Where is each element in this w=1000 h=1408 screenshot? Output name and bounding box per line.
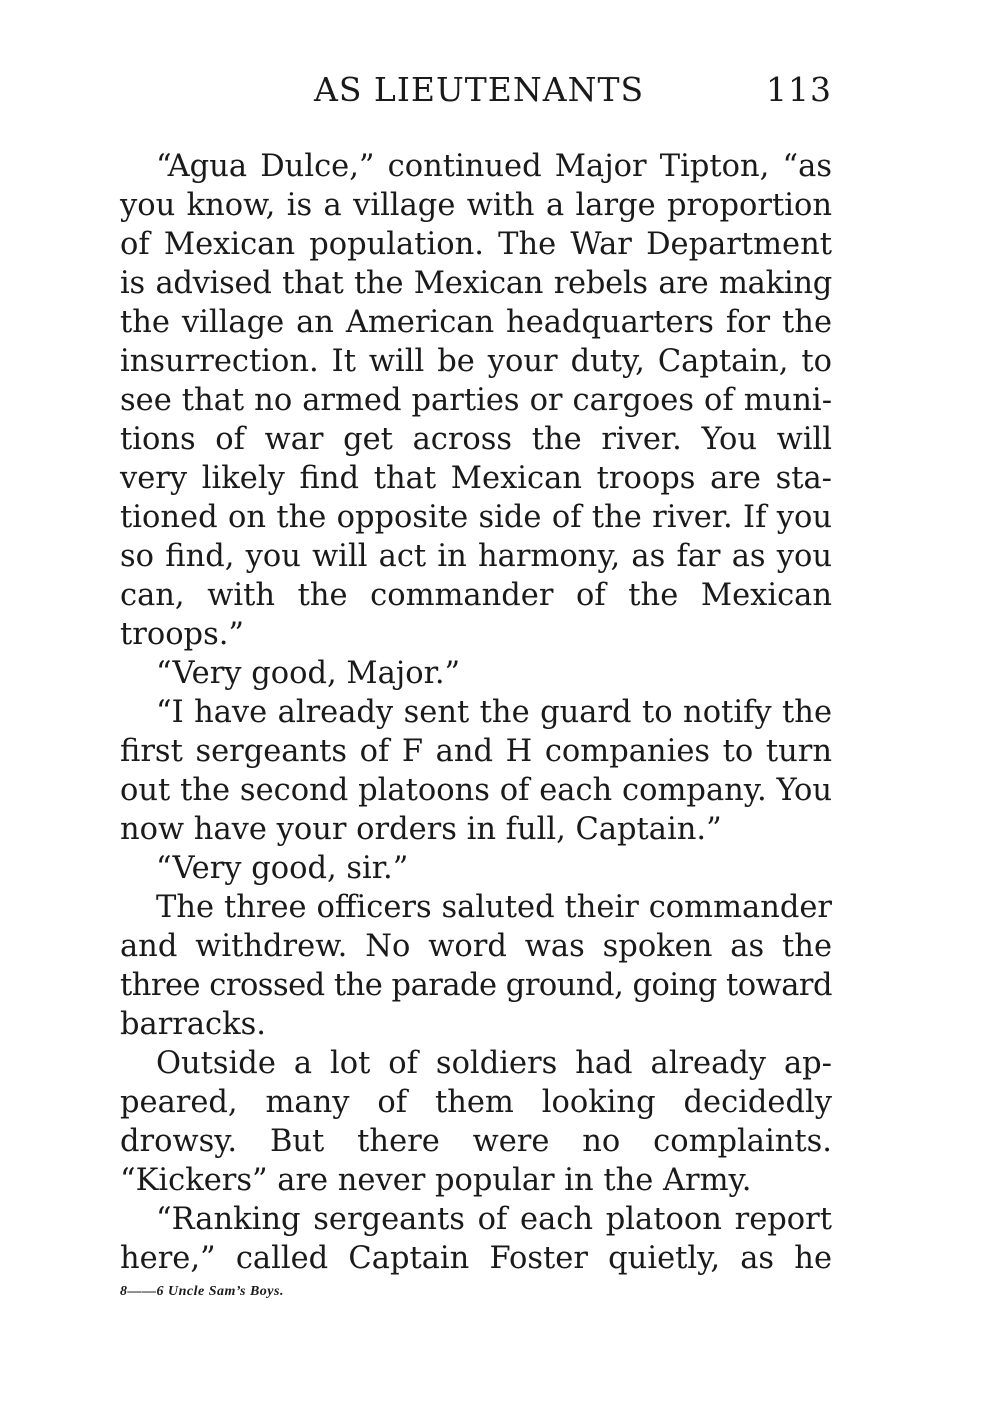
text-line: “Very good, Major.” — [156, 656, 461, 691]
text-line: very likely find that Mexican troops are sta- — [120, 461, 832, 496]
text-line: “I have already sent the guard to notify the — [156, 695, 832, 730]
text-line: drowsy. But there were no complaints. — [120, 1124, 832, 1159]
text-line: tioned on the opposite side of the river. If you — [120, 500, 832, 535]
text-line: see that no armed parties or cargoes of muni- — [120, 383, 832, 418]
text-line: peared, many of them looking decidedly — [120, 1085, 832, 1120]
text-line: The three officers saluted their commander — [156, 890, 832, 925]
text-line: first sergeants of F and H companies to turn — [120, 734, 832, 769]
running-head — [120, 68, 832, 112]
text-line: here,” called Captain Foster quietly, as he — [120, 1241, 832, 1276]
text-line: barracks. — [120, 1007, 266, 1042]
text-line: and withdrew. No word was spoken as the — [120, 929, 832, 964]
text-line: three crossed the parade ground, going toward — [120, 968, 832, 1003]
body-text — [120, 147, 832, 1278]
printer-signature: 8——6 Uncle Sam’s Boys. — [120, 1284, 284, 1299]
text-line: now have your orders in full, Captain.” — [120, 812, 722, 847]
text-line: is advised that the Mexican rebels are making — [120, 266, 832, 301]
text-line: the village an American headquarters for the — [120, 305, 832, 340]
text-line: tions of war get across the river. You will — [120, 422, 832, 457]
text-line: “Agua Dulce,” continued Major Tipton, “as — [156, 149, 832, 184]
running-title: AS LIEUTENANTS — [314, 70, 645, 109]
text-line: “Ranking sergeants of each platoon report — [156, 1202, 832, 1237]
text-line: out the second platoons of each company. You — [120, 773, 832, 808]
text-line: you know, is a village with a large proportion — [120, 188, 832, 223]
text-line: of Mexican population. The War Department — [120, 227, 832, 262]
text-line: insurrection. It will be your duty, Captain, to — [120, 344, 832, 379]
text-line: troops.” — [120, 617, 245, 652]
text-line: so find, you will act in harmony, as far as you — [120, 539, 832, 574]
text-line: “Kickers” are never popular in the Army. — [120, 1163, 752, 1198]
page-number: 113 — [766, 70, 832, 109]
text-line: “Very good, sir.” — [156, 851, 409, 886]
text-line: can, with the commander of the Mexican — [120, 578, 832, 613]
text-line: Outside a lot of soldiers had already ap- — [156, 1046, 832, 1081]
